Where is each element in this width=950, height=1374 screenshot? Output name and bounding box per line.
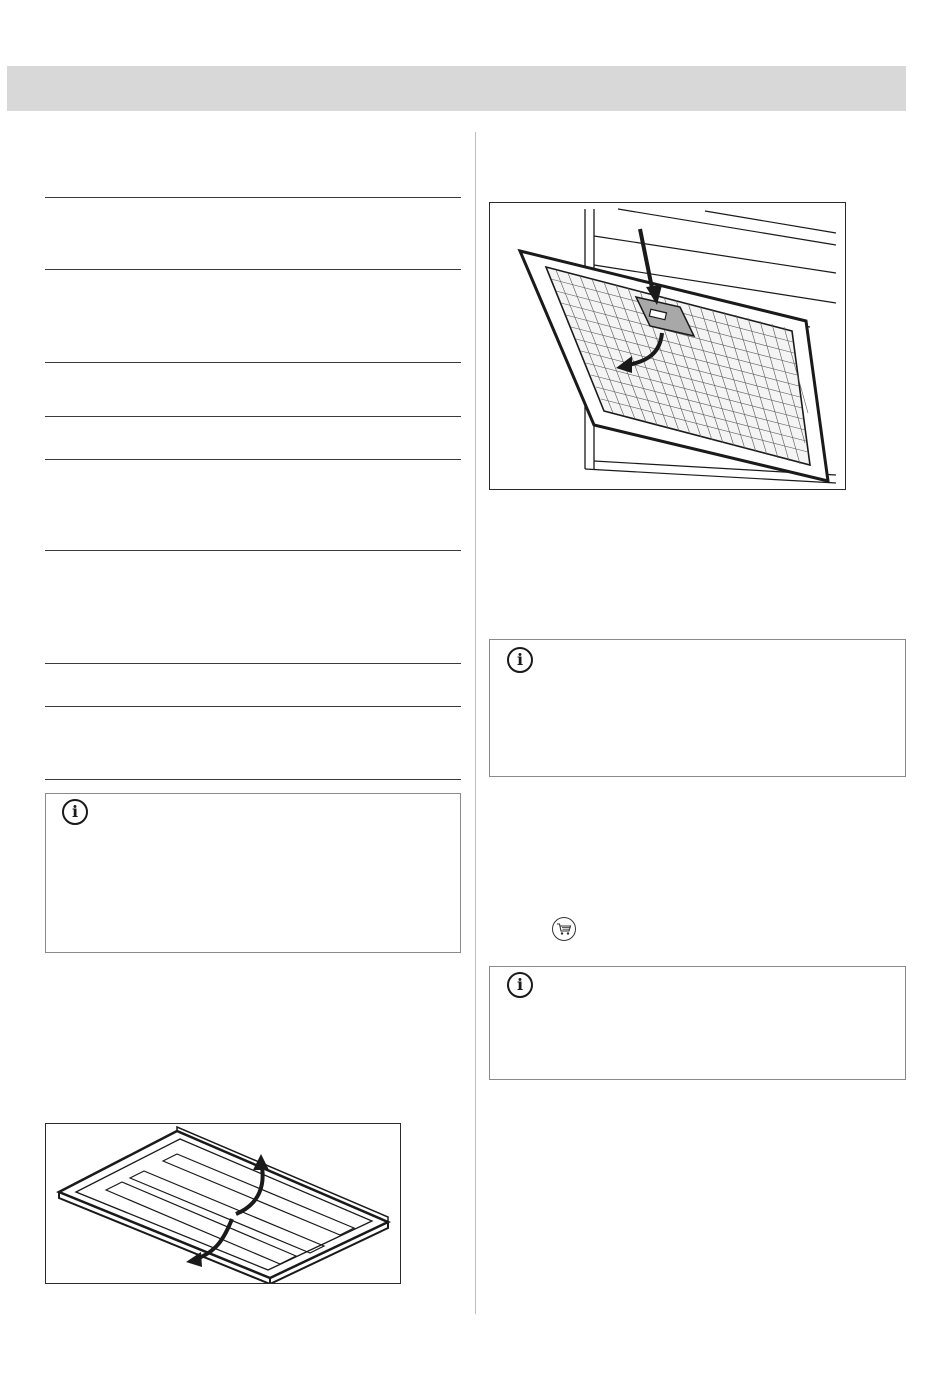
info-icon: i	[62, 799, 88, 825]
info-note-box	[489, 966, 906, 1080]
grease-filter-tray-figure	[45, 1123, 401, 1284]
section-header-band	[7, 66, 906, 111]
info-icon: i	[507, 647, 533, 673]
info-note-box	[489, 639, 906, 777]
grease-filter-removal-figure	[489, 202, 846, 490]
table-rule	[45, 663, 461, 664]
table-rule	[45, 779, 461, 780]
table-rule	[45, 459, 461, 460]
table-rule	[45, 362, 461, 363]
column-divider	[475, 132, 476, 1314]
table-rule	[45, 416, 461, 417]
info-note-box	[45, 793, 461, 953]
table-rule	[45, 550, 461, 551]
table-rule	[45, 706, 461, 707]
grease-filter-removal-illustration	[490, 203, 845, 489]
grease-filter-tray-illustration	[46, 1124, 400, 1283]
table-rule	[45, 269, 461, 270]
shopping-cart-icon	[552, 917, 576, 941]
info-icon: i	[507, 972, 533, 998]
table-rule	[45, 197, 461, 198]
